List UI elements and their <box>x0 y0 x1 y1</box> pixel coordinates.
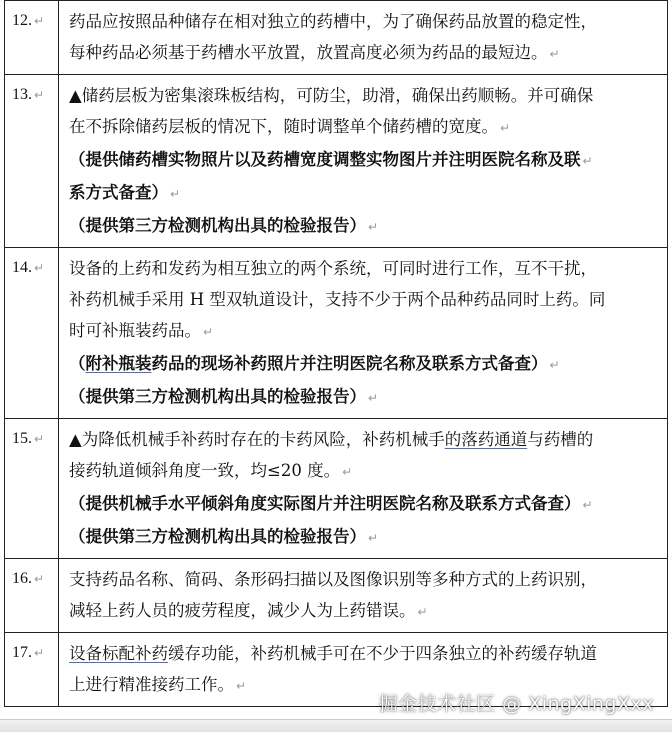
line-text: 每种药品必须基于药槽水平放置，放置高度必须为药品的最短边。 <box>69 43 548 62</box>
paragraph-mark-icon: ↵ <box>549 47 560 61</box>
description-line <box>69 595 663 628</box>
item-description <box>59 75 668 248</box>
line-text: ▲为降低机械手补药时存在的卡药风险，补药机械手的落药通道与药槽的 <box>69 430 594 449</box>
description-line <box>69 424 663 455</box>
line-text: （提供储药槽实物照片以及药槽宽度调整实物图片并注明医院名称及联 <box>69 150 581 169</box>
description-line <box>69 284 663 315</box>
line-text: 支持药品名称、简码、条形码扫描以及图像识别等多种方式的上药识别， <box>69 570 597 589</box>
description-line <box>69 315 663 348</box>
table-row <box>5 75 668 248</box>
underlined-text: 的落药通道 <box>444 430 528 449</box>
line-text: （提供第三方检测机构出具的检验报告） <box>69 216 366 235</box>
description-line <box>69 80 663 111</box>
line-text: （提供第三方检测机构出具的检验报告） <box>69 527 366 546</box>
paragraph-mark-icon: ↵ <box>34 261 45 275</box>
line-text: 药品应按照品种储存在相对独立的药槽中，为了确保药品放置的稳定性， <box>69 12 597 31</box>
table-row <box>5 419 668 559</box>
paragraph-mark-icon: ↵ <box>34 14 45 28</box>
paragraph-mark-icon: ↵ <box>34 432 45 446</box>
line-text: 系方式备查） <box>69 183 168 202</box>
evidence-note-line <box>69 381 663 414</box>
line-text: 在不拆除储药层板的情况下，随时调整单个储药槽的宽度。 <box>69 117 498 136</box>
item-description <box>59 248 668 419</box>
table-row <box>5 559 668 633</box>
evidence-note-line <box>69 488 663 521</box>
item-number-text: 17. <box>12 644 32 661</box>
paragraph-mark-icon: ↵ <box>582 154 593 168</box>
paragraph-mark-icon: ↵ <box>549 358 560 372</box>
description-line <box>69 253 663 284</box>
line-text: 减轻上药人员的疲劳程度，减少人为上药错误。 <box>69 601 416 620</box>
line-text: 接药轨道倾斜角度一致，均≤20 度。 <box>69 461 341 480</box>
item-number-text: 16. <box>12 570 32 587</box>
evidence-note-line <box>69 521 663 554</box>
paragraph-mark-icon: ↵ <box>368 531 379 545</box>
item-number <box>5 248 59 419</box>
description-line <box>69 638 663 669</box>
paragraph-mark-icon: ↵ <box>417 605 428 619</box>
paragraph-mark-icon: ↵ <box>34 572 45 586</box>
paragraph-mark-icon: ↵ <box>368 391 379 405</box>
line-text: 补药机械手采用 H 型双轨道设计，支持不少于两个品种药品同时上药。同 <box>69 290 606 309</box>
evidence-note-line <box>69 348 663 381</box>
paragraph-mark-icon: ↵ <box>342 465 353 479</box>
description-line <box>69 6 663 37</box>
paragraph-mark-icon: ↵ <box>34 646 45 660</box>
item-number-text: 12. <box>12 12 32 29</box>
description-line <box>69 564 663 595</box>
underlined-text: 设备标配补药 <box>69 644 168 663</box>
line-text: （提供第三方检测机构出具的检验报告） <box>69 387 366 406</box>
item-number-text: 15. <box>12 430 32 447</box>
underlined-text: 附补瓶装 <box>85 354 152 373</box>
item-number <box>5 559 59 633</box>
item-number-text: 14. <box>12 259 32 276</box>
paragraph-mark-icon: ↵ <box>203 325 214 339</box>
evidence-note-line <box>69 210 663 243</box>
spec-table-body <box>5 1 668 707</box>
table-row <box>5 1 668 75</box>
paragraph-mark-icon: ↵ <box>500 121 511 135</box>
item-number <box>5 633 59 707</box>
paragraph-mark-icon: ↵ <box>170 187 181 201</box>
item-description <box>59 559 668 633</box>
table-row <box>5 248 668 419</box>
paragraph-mark-icon: ↵ <box>34 88 45 102</box>
line-text: （附补瓶装药品的现场补药照片并注明医院名称及联系方式备查） <box>69 354 548 373</box>
item-number <box>5 75 59 248</box>
line-text: 时可补瓶装药品。 <box>69 321 201 340</box>
paragraph-mark-icon: ↵ <box>368 220 379 234</box>
item-number-text: 13. <box>12 86 32 103</box>
line-text: 设备标配补药缓存功能，补药机械手可在不少于四条独立的补药缓存轨道 <box>69 644 597 663</box>
evidence-note-line <box>69 177 663 210</box>
description-line <box>69 37 663 70</box>
paragraph-mark-icon: ↵ <box>236 679 247 693</box>
watermark: 掘金技术社区 @ XingXingXxx <box>378 693 654 715</box>
item-description <box>59 1 668 75</box>
item-number <box>5 1 59 75</box>
description-line <box>69 111 663 144</box>
paragraph-mark-icon: ↵ <box>582 498 593 512</box>
evidence-note-line <box>69 144 663 177</box>
spec-table <box>4 0 668 707</box>
line-text: ▲储药层板为密集滚珠板结构，可防尘，助滑，确保出药顺畅。并可确保 <box>69 86 594 105</box>
description-line <box>69 455 663 488</box>
line-text: 设备的上药和发药为相互独立的两个系统，可同时进行工作，互不干扰， <box>69 259 597 278</box>
line-text: （提供机械手水平倾斜角度实际图片并注明医院名称及联系方式备查） <box>69 494 581 513</box>
status-strip <box>0 719 672 732</box>
item-description <box>59 419 668 559</box>
item-number <box>5 419 59 559</box>
line-text: 上进行精准接药工作。 <box>69 675 234 694</box>
